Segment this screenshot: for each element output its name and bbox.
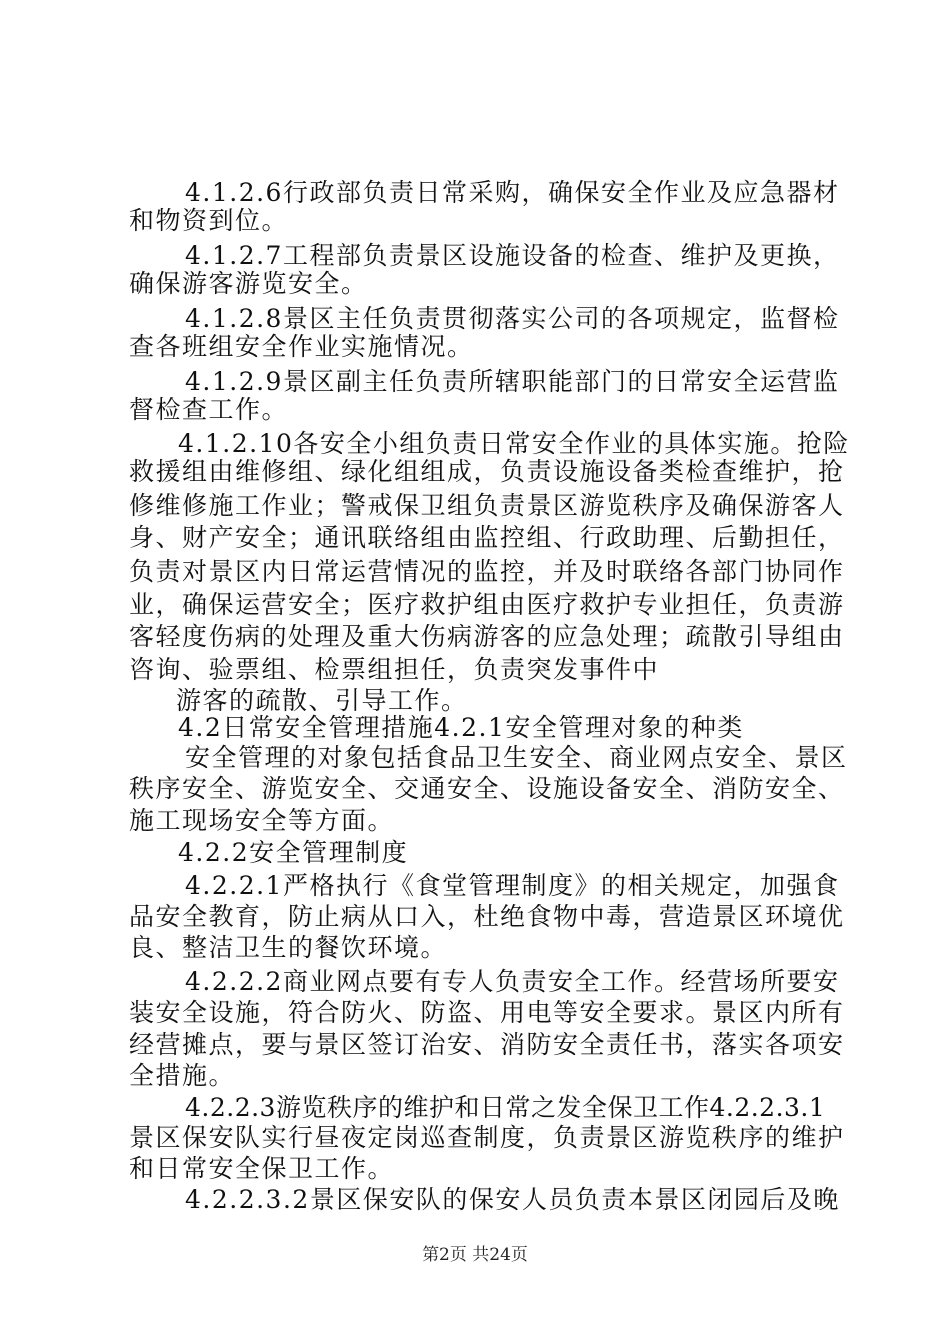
text-line: 4.1.2.10各安全小组负责日常安全作业的具体实施。抢险: [178, 429, 850, 458]
text-line: 4.2.2.1严格执行《食堂管理制度》的相关规定，加强食: [185, 871, 840, 900]
text-line: 和物资到位。: [129, 206, 289, 235]
text-line: 游客的疏散、引导工作。: [176, 686, 468, 715]
text-line: 查各班组安全作业实施情况。: [129, 332, 474, 361]
text-line: 和日常安全保卫工作。: [129, 1154, 395, 1183]
text-line: 4.2.2.3游览秩序的维护和日常之发全保卫工作4.2.2.3.1: [185, 1093, 826, 1122]
text-line: 安全管理的对象包括食品卫生安全、商业网点安全、景区: [185, 743, 848, 772]
text-line: 4.2.2.3.2景区保安队的保安人员负责本景区闭园后及晚: [185, 1185, 840, 1214]
text-line: 4.1.2.8景区主任负责贯彻落实公司的各项规定，监督检: [185, 304, 840, 333]
text-line: 施工现场安全等方面。: [129, 806, 395, 835]
text-line: 业，确保运营安全；医疗救护组由医疗救护专业担任，负责游: [129, 590, 845, 619]
text-line: 4.2日常安全管理措施4.2.1安全管理对象的种类: [178, 713, 744, 742]
text-line: 4.2.2安全管理制度: [178, 838, 409, 867]
text-line: 确保游客游览安全。: [129, 269, 368, 298]
text-line: 装安全设施，符合防火、防盗、用电等安全要求。景区内所有: [129, 998, 845, 1027]
text-line: 秩序安全、游览安全、交通安全、设施设备安全、消防安全、: [129, 774, 845, 803]
text-line: 4.2.2.2商业网点要有专人负责安全工作。经营场所要安: [185, 967, 840, 996]
text-line: 4.1.2.6行政部负责日常采购，确保安全作业及应急器材: [185, 178, 840, 207]
text-line: 全措施。: [129, 1061, 236, 1090]
text-line: 负责对景区内日常运营情况的监控，并及时联络各部门协同作: [129, 557, 845, 586]
text-line: 咨询、验票组、检票组担任，负责突发事件中: [129, 655, 660, 684]
text-line: 修维修施工作业；警戒保卫组负责景区游览秩序及确保游客人: [129, 491, 845, 520]
text-line: 经营摊点，要与景区签订治安、消防安全责任书，落实各项安: [129, 1030, 845, 1059]
text-line: 客轻度伤病的处理及重大伤病游客的应急处理；疏散引导组由: [129, 622, 845, 651]
text-line: 4.1.2.7工程部负责景区设施设备的检查、维护及更换，: [185, 241, 840, 270]
text-line: 景区保安队实行昼夜定岗巡查制度，负责景区游览秩序的维护: [129, 1123, 845, 1152]
text-line: 良、整洁卫生的餐饮环境。: [129, 933, 448, 962]
text-line: 督检查工作。: [129, 395, 289, 424]
text-line: 救援组由维修组、绿化组组成，负责设施设备类检查维护，抢: [129, 457, 845, 486]
text-line: 品安全教育，防止病从口入，杜绝食物中毒，营造景区环境优: [129, 902, 845, 931]
text-line: 4.1.2.9景区副主任负责所辖职能部门的日常安全运营监: [185, 367, 840, 396]
page-footer: 第2页 共24页: [422, 1245, 528, 1265]
text-line: 身、财产安全；通讯联络组由监控组、行政助理、后勤担任，: [129, 523, 845, 552]
